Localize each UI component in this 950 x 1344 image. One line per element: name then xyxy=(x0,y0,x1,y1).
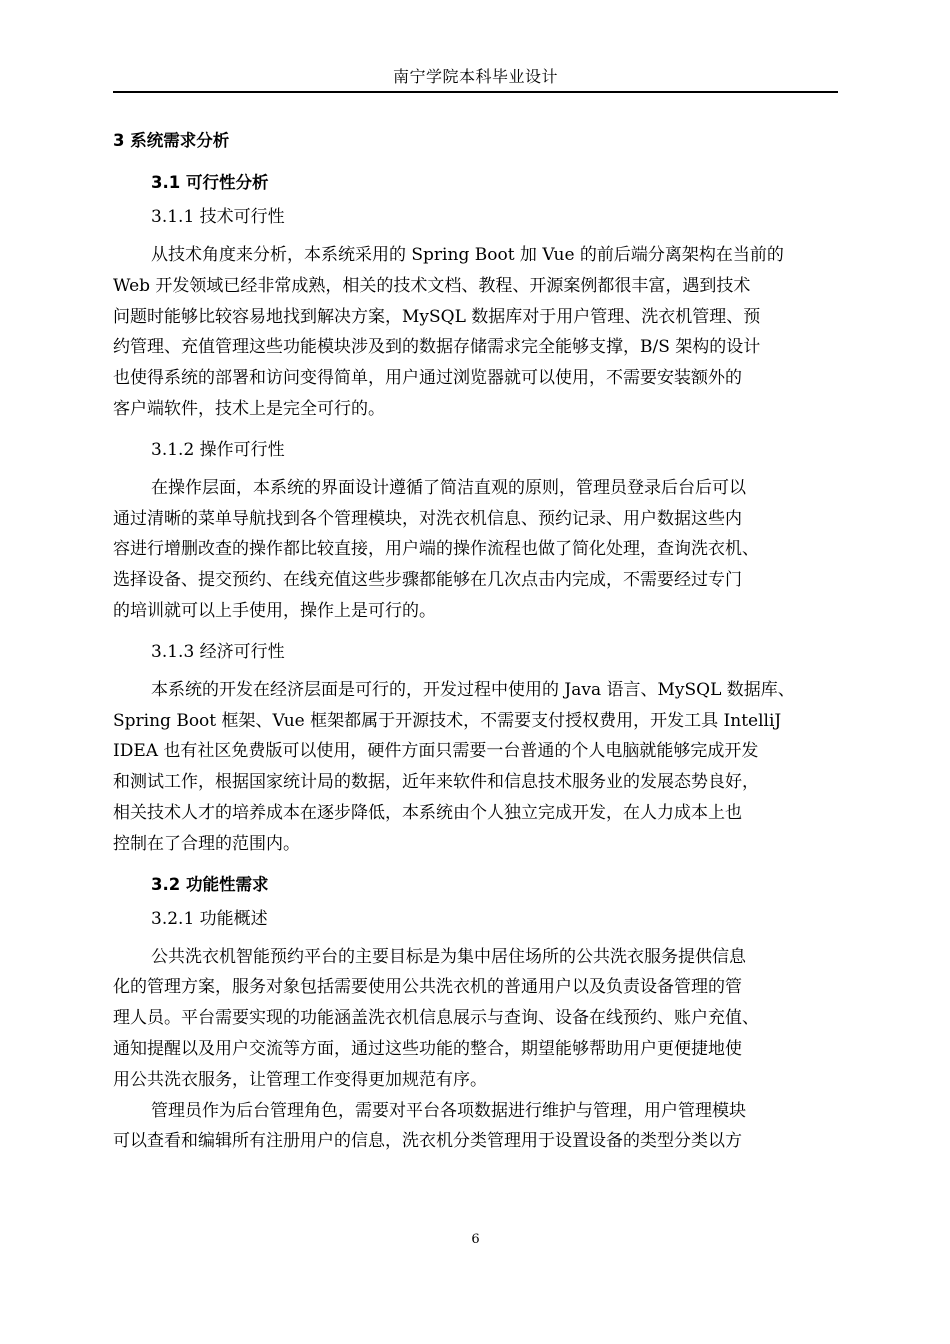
paragraph-line: 相关技术人才的培养成本在逐步降低，本系统由个人独立完成开发，在人力成本上也 xyxy=(113,802,742,823)
paragraph-line: 选择设备、提交预约、在线充值这些步骤都能够在几次点击内完成，不需要经过专门 xyxy=(113,570,742,591)
paragraph-line: 客户端软件，技术上是完全可行的。 xyxy=(113,398,385,419)
paragraph-line: 从技术角度来分析，本系统采用的 Spring Boot 加 Vue 的前后端分离架构在当前的 xyxy=(151,245,784,265)
paragraph-line: 公共洗衣机智能预约平台的主要目标是为集中居住场所的公共洗衣服务提供信息 xyxy=(151,946,746,967)
paragraph-line: 本系统的开发在经济层面是可行的，开发过程中使用的 Java 语言、MySQL 数据库、 xyxy=(151,679,795,700)
paragraph-economic-feasibility xyxy=(113,675,838,860)
page-number: 6 xyxy=(471,1232,480,1247)
heading-section-3-1-2: 3.1.2 操作可行性 xyxy=(151,439,285,460)
paragraph-line: 问题时能够比较容易地找到解决方案，MySQL 数据库对于用户管理、洗衣机管理、预 xyxy=(113,306,761,327)
paragraph-line: 通过清晰的菜单导航找到各个管理模块，对洗衣机信息、预约记录、用户数据这些内 xyxy=(113,508,742,529)
paragraph-line: 的培训就可以上手使用，操作上是可行的。 xyxy=(113,600,436,621)
heading-section-3-1-1: 3.1.1 技术可行性 xyxy=(151,207,285,227)
page-body xyxy=(113,124,838,1165)
paragraph-function-overview xyxy=(113,942,838,1096)
paragraph-line: IDEA 也有社区免费版可以使用，硬件方面只需要一台普通的个人电脑就能够完成开发 xyxy=(113,741,759,762)
paragraph-line: 化的管理方案，服务对象包括需要使用公共洗衣机的普通用户以及负责设备管理的管 xyxy=(113,977,742,998)
paragraph-line: 管理员作为后台管理角色，需要对平台各项数据进行维护与管理，用户管理模块 xyxy=(151,1100,746,1121)
header-rule xyxy=(113,91,838,93)
heading-section-3: 3 系统需求分析 xyxy=(113,131,230,150)
paragraph-line: 容进行增删改查的操作都比较直接，用户端的操作流程也做了简化处理，查询洗衣机、 xyxy=(113,539,759,560)
paragraph-line: 通知提醒以及用户交流等方面，通过这些功能的整合，期望能够帮助用户更便捷地使 xyxy=(113,1038,742,1059)
paragraph-admin-role xyxy=(113,1096,838,1158)
heading-section-3-1: 3.1 可行性分析 xyxy=(151,173,269,192)
paragraph-line: 用公共洗衣服务，让管理工作变得更加规范有序。 xyxy=(113,1069,487,1090)
paragraph-line: Spring Boot 框架、Vue 框架都属于开源技术，不需要支付授权费用，开发工具 IntelliJ xyxy=(113,710,782,731)
paragraph-line: Web 开发领域已经非常成熟，相关的技术文档、教程、开源案例都很丰富，遇到技术 xyxy=(113,275,751,296)
running-header: 南宁学院本科毕业设计 xyxy=(392,67,558,86)
paragraph-line: 在操作层面，本系统的界面设计遵循了简洁直观的原则，管理员登录后台后可以 xyxy=(151,477,746,498)
heading-section-3-1-3: 3.1.3 经济可行性 xyxy=(151,641,285,662)
paragraph-line: 控制在了合理的范围内。 xyxy=(113,833,300,854)
heading-section-3-2-1: 3.2.1 功能概述 xyxy=(151,908,268,929)
heading-section-3-2: 3.2 功能性需求 xyxy=(151,874,269,894)
paragraph-line: 理人员。平台需要实现的功能涵盖洗衣机信息展示与查询、设备在线预约、账户充值、 xyxy=(113,1008,759,1029)
paragraph-line: 和测试工作，根据国家统计局的数据，近年来软件和信息技术服务业的发展态势良好， xyxy=(113,772,759,793)
paragraph-technical-feasibility xyxy=(113,240,838,425)
paragraph-line: 也使得系统的部署和访问变得简单，用户通过浏览器就可以使用，不需要安装额外的 xyxy=(113,368,742,389)
paragraph-operational-feasibility xyxy=(113,473,838,627)
paragraph-line: 可以查看和编辑所有注册用户的信息，洗衣机分类管理用于设置设备的类型分类以方 xyxy=(113,1131,742,1152)
paragraph-line: 约管理、充值管理这些功能模块涉及到的数据存储需求完全能够支撑，B/S 架构的设计 xyxy=(113,337,761,358)
